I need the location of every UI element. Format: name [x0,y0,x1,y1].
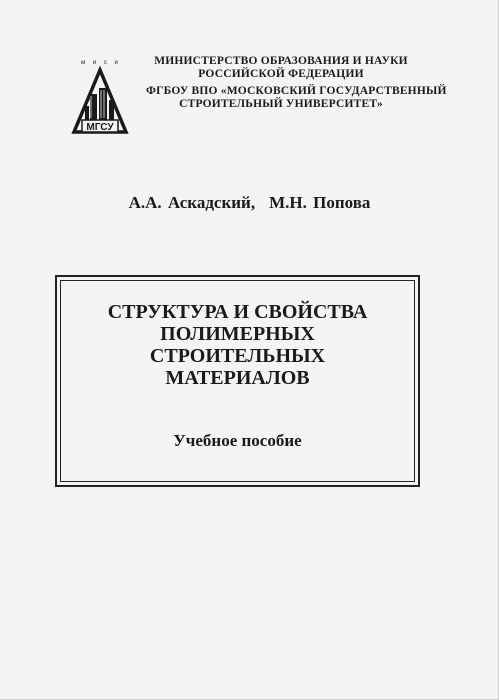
institution-header [146,55,447,111]
book-subtitle: Учебное пособие [173,431,302,450]
logo-caption: м и с и [81,60,121,66]
title-line: ПОЛИМЕРНЫХ [160,323,315,345]
logo-text: МГСУ [86,122,114,133]
title-line: СТРУКТУРА И СВОЙСТВА [107,301,368,323]
header-line: МИНИСТЕРСТВО ОБРАЗОВАНИЯ И НАУКИ [154,55,408,67]
university-logo-icon [70,60,130,138]
title-frame-inner [60,280,415,482]
title-frame [55,275,420,487]
book-title [61,301,414,389]
author-name: А.А. Аскадский, [128,193,256,212]
authors [0,193,499,213]
header-line: СТРОИТЕЛЬНЫЙ УНИВЕРСИТЕТ» [179,98,383,110]
header-line: РОССИЙСКОЙ ФЕДЕРАЦИИ [198,68,364,80]
author-name: М.Н. Попова [269,193,371,212]
title-line: СТРОИТЕЛЬНЫХ [149,345,326,367]
header-line: ФГБОУ ВПО «МОСКОВСКИЙ ГОСУДАРСТВЕННЫЙ [146,85,447,97]
title-line: МАТЕРИАЛОВ [165,367,310,389]
